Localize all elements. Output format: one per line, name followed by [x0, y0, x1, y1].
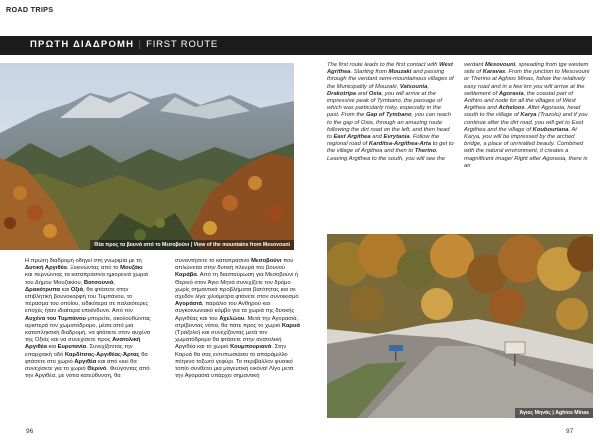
greek-column-2-text [175, 258, 300, 379]
route-title [30, 39, 218, 50]
run: verdant [464, 62, 485, 68]
mountains-photo [0, 63, 294, 250]
run-bold: Δυτική Αργιθέα [25, 265, 67, 272]
run: . Φεύγοντας από την Αργιθέα, με νότια κατεύθυνση, θα [25, 366, 150, 380]
run-bold: Δρακότρυπα [25, 286, 61, 293]
run: (Trazolo) and if you continue after the dirt road, you will get to East Argithea and the village of [464, 112, 588, 133]
run: . From the junction to Mesovouni or Therino at Aghios Minas, follow the relatively easy road and in a few km you will arrive at the settlement of [464, 69, 590, 97]
mountains-illustration [0, 63, 294, 250]
run: . Μετά την Αγορασιά, στρίβοντας νότια, θα πάτε προς το χωριό [175, 315, 299, 329]
english-column-1-text [327, 62, 454, 162]
run-bold: Mesovouni [484, 62, 516, 68]
run: μπορείτε, ακολουθώντας αριστερά τον χωματόδρομο, μέσα από μια καταπληκτική διαδρομή, να φτάσετε στον αυχένα της Οξιάς και να συνεχίσετε προς [25, 315, 151, 344]
run: , spreading from tge westem side of [464, 62, 589, 76]
run-bold: Αχελώου [219, 315, 245, 322]
run: . Starting from [350, 69, 389, 76]
run-bold: Agorasia [498, 90, 524, 97]
run-bold: Αργιθέα [74, 358, 97, 365]
run-bold: Καράβα [175, 272, 197, 279]
run: , you can reach to the gap of Oxia, through an amazing route following the dirt road on the left, and then head to [327, 112, 452, 141]
run-bold: Κουμπουριανά [230, 344, 272, 351]
run-bold: Koubouriana [532, 126, 569, 133]
run: Η πρώτη διαδρομή οδηγεί στη γνωριμία με τη [25, 258, 142, 264]
run: , θα φτάσετε στην επιβλητική βουνοκορφή του Τυμπάνου, το πέρασμα του οποίου, ειδικότερα σε παλαιότερες εποχές ήταν ιδιαίτερα επικίνδυνο. Από τον [25, 286, 149, 315]
greek-column-1-text [25, 258, 151, 379]
run-bold: Μεσοβούνι [251, 258, 282, 264]
run: The first route leads to the first contact with [327, 62, 440, 68]
greek-column-2 [175, 258, 303, 422]
run: and passing through the verdant semi-mountainous villages of the Municipality of Mouzaki, [327, 69, 454, 90]
run: (Τράζολο) και συνεχίζοντας μετά τον χωματόδρομο θα φτάσετε στην ανατολική Αργιθέα και το χωριό [175, 330, 282, 351]
run: , παράλιο του Ανθηρού και συγκοινωνιακό κόμβο για τα χωριά της δυτικής Αργιθέας και του [175, 301, 295, 322]
route-title-english: FIRST ROUTE [146, 39, 219, 50]
english-column-1 [327, 62, 455, 262]
run: . Follow the regional road of [327, 134, 440, 148]
run: . Συνεχίζοντας την επαρχιακή οδό [25, 344, 133, 358]
run: , [113, 279, 115, 286]
run: , the coastal part of Anthiro and node for all the villages of West Argithea and [464, 90, 576, 112]
run: . Ξεκινώντας από το [66, 265, 121, 272]
page-number-right: 97 [566, 428, 574, 435]
section-label: ROAD TRIPS [6, 5, 54, 14]
run: . Από τη διασταύρωση για Μεσοβούνι ή Θερινό στον Άγιο Μηνά συνεχίζετε τον δρόμο χωρίς σημαντικά προβλήματα βατότητας και σε σχεδόν λίγα χιλιόμετρα φτάνετε στον συνοικισμό [175, 272, 299, 301]
run-bold: Evrytania [383, 134, 410, 141]
run-bold: Ανατολική Αργιθέα [25, 337, 141, 351]
run-bold: West Agrithea [327, 62, 453, 76]
greek-column-1 [25, 258, 151, 422]
run-bold: Αγοράσιά [175, 301, 203, 308]
run: , you will arrive at the impressive peak of Tymbano, the passage of which was particularly risky, especially in the past. From the [327, 90, 442, 119]
run-bold: Οξιά [70, 286, 84, 293]
run-bold: Karavas [482, 69, 506, 76]
run: to get to the village of Argithea and then to [327, 141, 454, 155]
run: και περνώντας τα καταπράσινα ημιορεινά χωριά του Δήμου Μουζακίου, [25, 272, 148, 286]
run-bold: Gap of Tymbano [365, 112, 412, 119]
run-bold: Karya [520, 112, 537, 119]
run-bold: Αυχένα του Τυμπάνου [25, 315, 86, 322]
run: and [370, 134, 384, 141]
run-bold: Ευρυτανία [57, 344, 87, 351]
run: και [46, 344, 58, 351]
run-bold: Therino [414, 148, 437, 155]
english-column-2 [464, 62, 592, 262]
run: και [60, 286, 71, 293]
run-bold: Βατσουνιά [83, 279, 114, 286]
page-number-left: 96 [26, 428, 34, 435]
run: . After Agorasia, head south to the village of [464, 105, 581, 119]
run: συναντήσετε το καταπράσινο [175, 258, 252, 264]
run: . At Karya, you will be impressed by the arched bridge, a place of unrivalled beauty. Combined with the natural environment, it creates a magnificent image! Right after Agorasia, there is an [464, 126, 588, 169]
run: θα φτάσετε στο χωριό [25, 351, 148, 365]
run-bold: Μουζάκι [120, 265, 143, 272]
village-photo [327, 234, 593, 418]
run: and [356, 90, 369, 97]
english-column-2-text [464, 62, 589, 169]
run-bold: Καρδίτσας-Αργιθέας-Άρτας [64, 351, 140, 358]
run: και από εκεί θα συνεχίσετε για το χωριό [25, 358, 137, 373]
route-title-greek: ΠΡΩΤΗ ΔΙΑΔΡΟΜΗ [30, 39, 135, 50]
village-photo-caption: Άγιος Μηνάς | Aghios Minas [515, 408, 593, 418]
run-bold: Vatsounia [399, 83, 428, 90]
run-bold: Acheloos [498, 105, 525, 112]
run-bold: Karditsa-Argithea-Arta [368, 141, 432, 148]
run: . Στην Καρυά θα σας εντυπωσιάσει το απαράμιλλο πέτρινο τοξωτό γεφύρι. Το περιβάλλον φυσικό τοπίο συνθέτει μια μαγευτική εικόνα! Λίγο μετά την Αγορασιά υπάρχει σημαντική [175, 344, 294, 380]
run-bold: East Argithea [333, 134, 371, 141]
run: που απλώνεται στην δυτική πλευρά του βουνού [175, 258, 294, 272]
mountains-photo-caption: Θέα προς τα βουνά από το Μεσοβούνι | View of the mountains from Mesovouni [90, 240, 294, 250]
run-bold: Oxia [368, 90, 382, 97]
run-bold: Καρυά [281, 322, 300, 329]
route-title-bar [0, 36, 592, 55]
run-bold: Θερινό [87, 366, 107, 373]
run: , [427, 83, 429, 90]
village-illustration [327, 234, 593, 418]
run: . Leaving Argithea to the south, you will see the [327, 148, 446, 162]
title-separator: | [138, 39, 143, 50]
run-bold: Mouzaki [388, 69, 412, 76]
run-bold: Drakotripa [327, 90, 356, 97]
